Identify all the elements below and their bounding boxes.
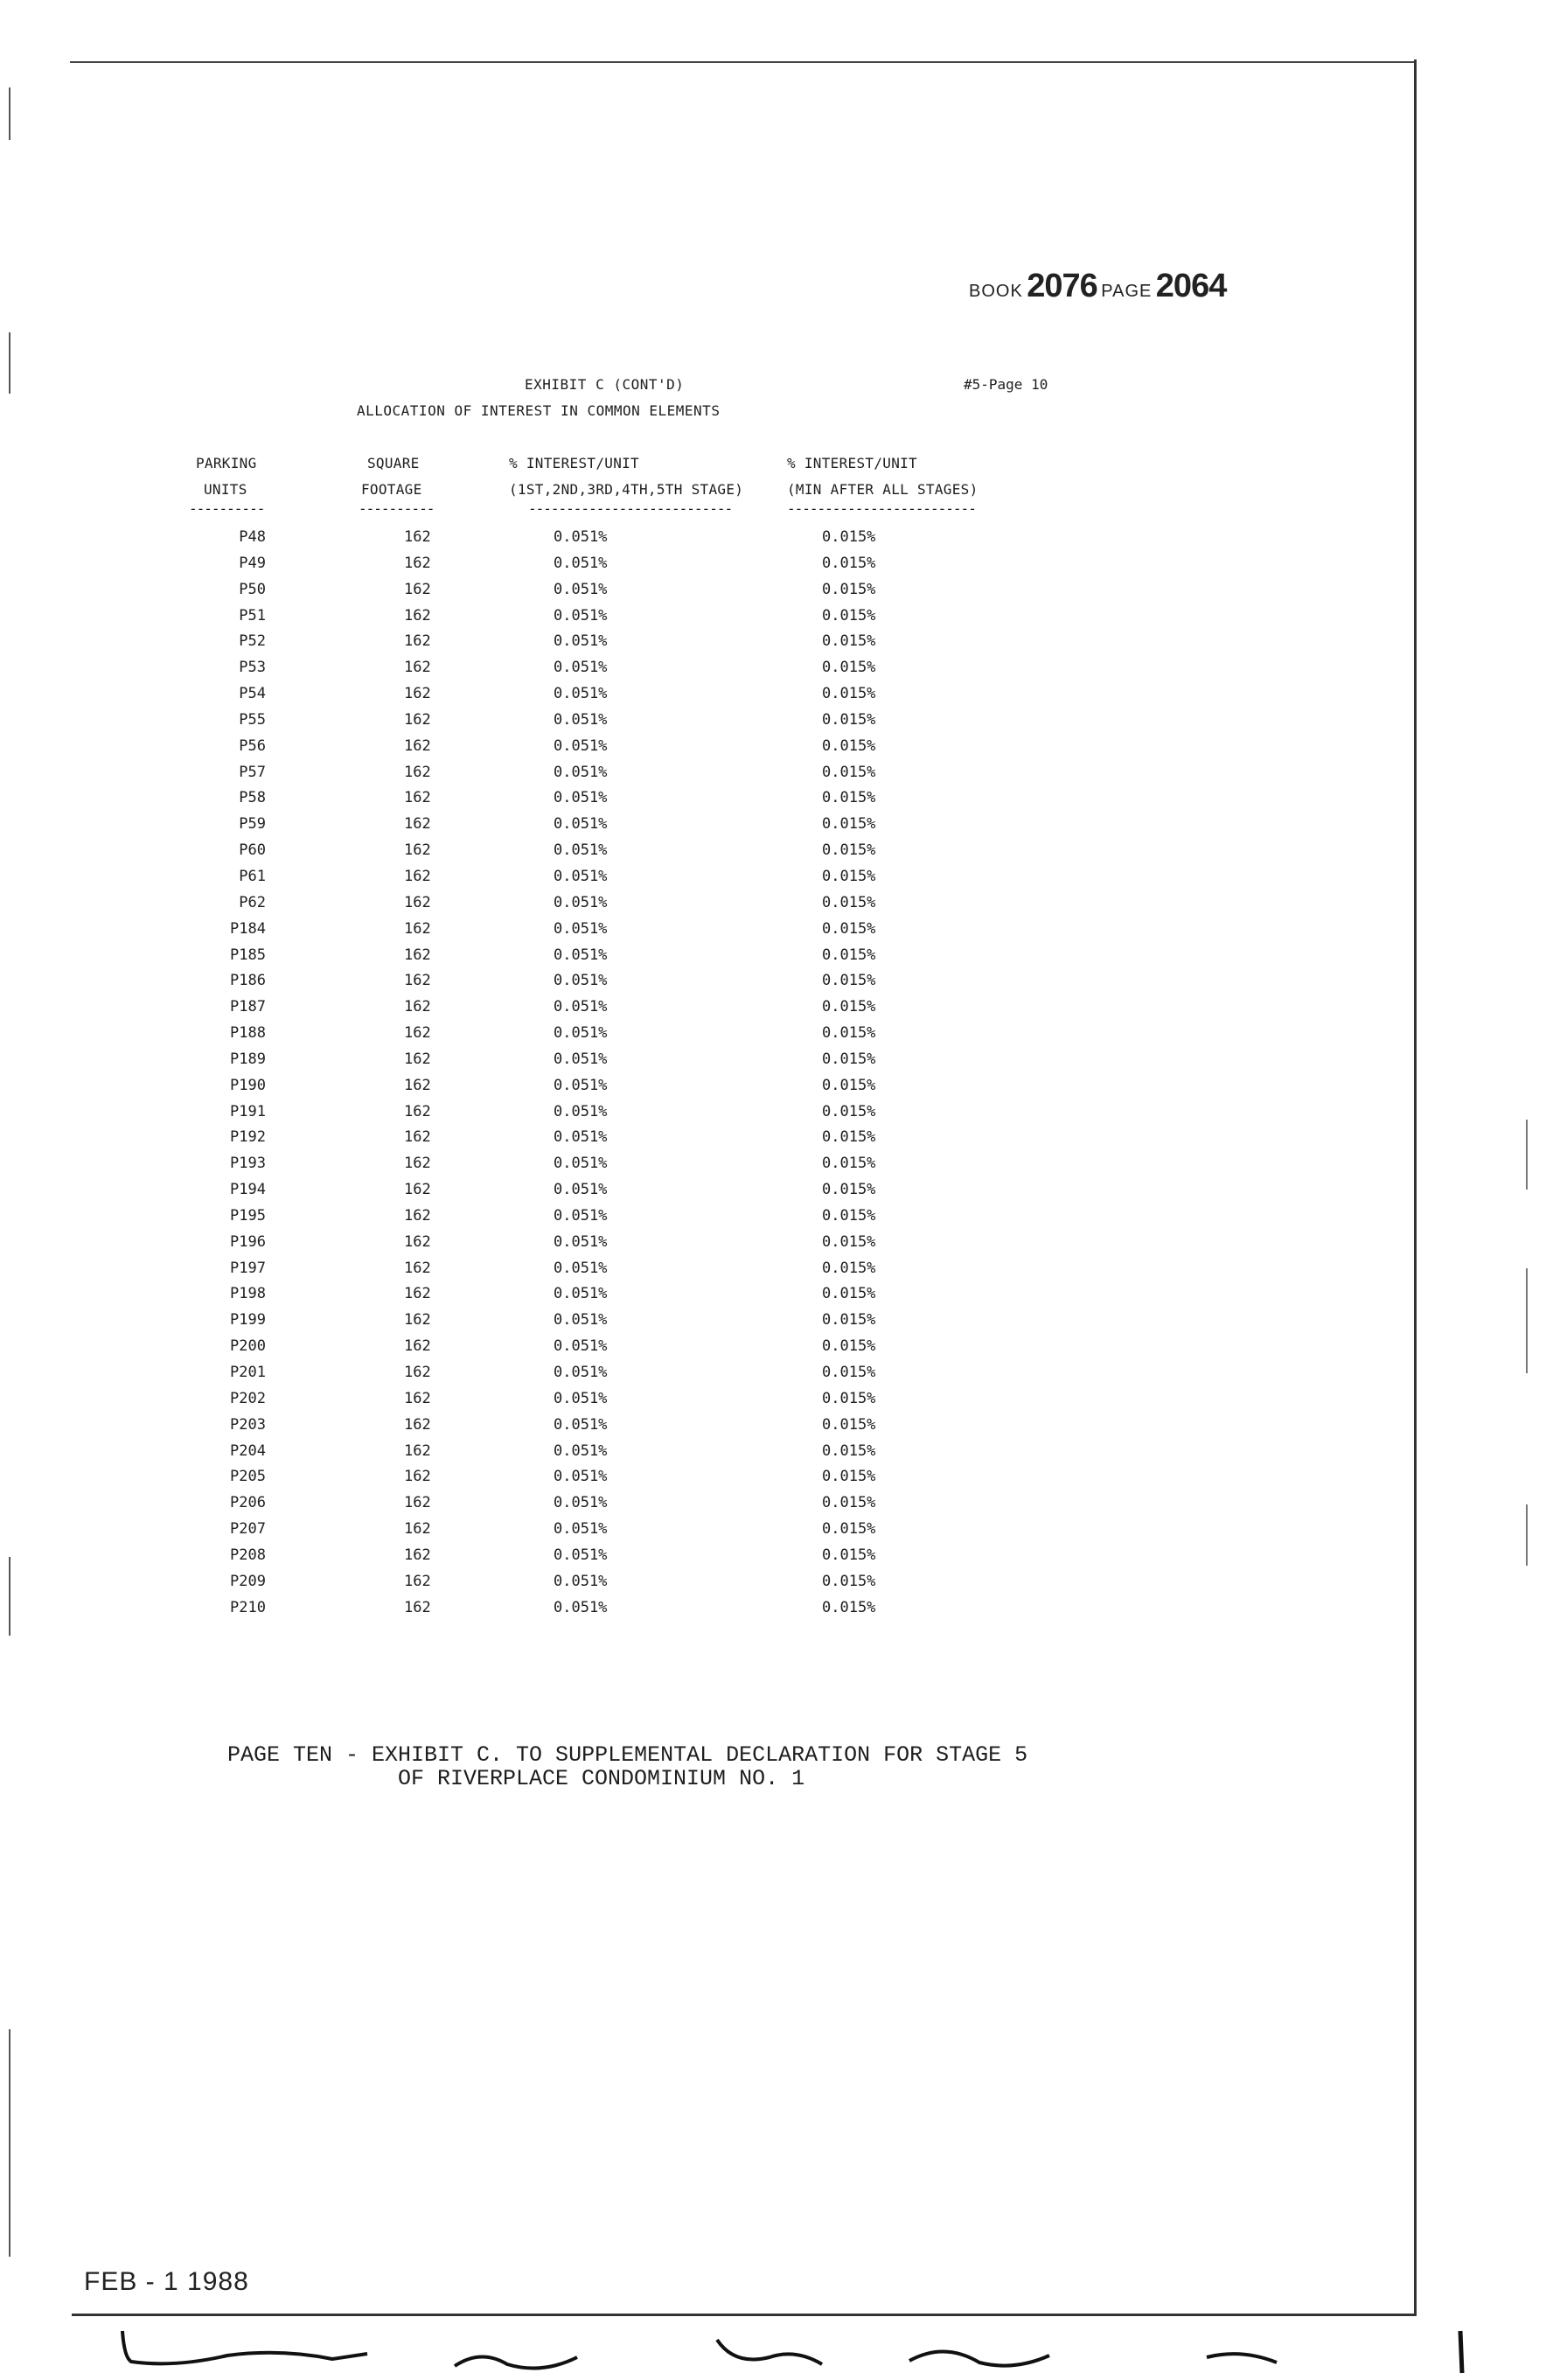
interest-stages-cell: 0.051%	[554, 1232, 608, 1251]
square-footage-cell: 162	[404, 998, 431, 1016]
unit-cell: P62	[239, 893, 266, 911]
table-row	[0, 1233, 1137, 1260]
table-row	[0, 789, 1137, 815]
unit-cell: P50	[239, 580, 266, 598]
square-footage-cell: 162	[404, 1128, 431, 1147]
square-footage-cell: 162	[404, 1520, 431, 1539]
unit-cell: P208	[230, 1546, 266, 1564]
table-row	[0, 1599, 1137, 1625]
unit-cell: P197	[230, 1259, 266, 1277]
book-number: 2076	[1027, 268, 1097, 304]
header-divider: ---------------------------	[528, 500, 733, 517]
interest-min-cell: 0.015%	[822, 710, 876, 729]
interest-stages-cell: 0.051%	[554, 606, 608, 625]
interest-min-cell: 0.015%	[822, 1520, 876, 1539]
interest-min-cell: 0.015%	[822, 972, 876, 990]
square-footage-cell: 162	[404, 919, 431, 938]
interest-stages-cell: 0.051%	[554, 1259, 608, 1277]
unit-cell: P191	[230, 1102, 266, 1120]
square-footage-cell: 162	[404, 580, 431, 598]
interest-min-cell: 0.015%	[822, 1415, 876, 1434]
page-number: 2064	[1155, 268, 1227, 304]
header-divider: ----------	[189, 500, 265, 517]
interest-stages-cell: 0.051%	[554, 998, 608, 1016]
table-row	[0, 1546, 1137, 1573]
interest-stages-cell: 0.051%	[554, 1155, 608, 1173]
square-footage-cell: 162	[404, 789, 431, 807]
interest-stages-cell: 0.051%	[554, 710, 608, 729]
interest-stages-cell: 0.051%	[554, 946, 608, 964]
interest-min-cell: 0.015%	[822, 1337, 876, 1356]
square-footage-cell: 162	[404, 1572, 431, 1590]
interest-min-cell: 0.015%	[822, 1598, 876, 1616]
table-row	[0, 894, 1137, 920]
square-footage-cell: 162	[404, 841, 431, 860]
interest-stages-cell: 0.051%	[554, 1572, 608, 1590]
interest-stages-cell: 0.051%	[554, 1364, 608, 1381]
square-footage-cell: 162	[404, 1076, 431, 1094]
table-row	[0, 1181, 1137, 1207]
unit-cell: P194	[230, 1181, 266, 1199]
table-row	[0, 1260, 1137, 1286]
table-row	[0, 1128, 1137, 1155]
exhibit-subtitle: ALLOCATION OF INTEREST IN COMMON ELEMENTS	[357, 402, 721, 419]
table-row	[0, 1468, 1137, 1494]
square-footage-cell: 162	[404, 972, 431, 990]
table-row	[0, 1337, 1137, 1364]
table-row	[0, 659, 1137, 685]
interest-stages-cell: 0.051%	[554, 1076, 608, 1094]
table-row	[0, 1207, 1137, 1233]
square-footage-cell: 162	[404, 815, 431, 834]
interest-min-cell: 0.015%	[822, 1364, 876, 1381]
square-footage-cell: 162	[404, 710, 431, 729]
page-reference: #5-Page 10	[964, 376, 1048, 393]
square-footage-cell: 162	[404, 1389, 431, 1407]
interest-min-cell: 0.015%	[822, 867, 876, 885]
interest-min-cell: 0.015%	[822, 1102, 876, 1120]
col-header-interest-stages-line1: % INTEREST/UNIT	[509, 455, 639, 471]
interest-min-cell: 0.015%	[822, 1285, 876, 1303]
allocation-table	[0, 528, 1137, 1624]
interest-min-cell: 0.015%	[822, 1572, 876, 1590]
table-row	[0, 764, 1137, 790]
interest-min-cell: 0.015%	[822, 763, 876, 781]
interest-min-cell: 0.015%	[822, 632, 876, 651]
square-footage-cell: 162	[404, 1494, 431, 1512]
square-footage-cell: 162	[404, 659, 431, 677]
col-header-interest-stages-line2: (1ST,2ND,3RD,4TH,5TH STAGE)	[509, 481, 744, 498]
unit-cell: P203	[230, 1415, 266, 1434]
scan-margin-mark	[9, 87, 10, 140]
square-footage-cell: 162	[404, 736, 431, 755]
square-footage-cell: 162	[404, 1285, 431, 1303]
table-row	[0, 1520, 1137, 1546]
table-row	[0, 1155, 1137, 1181]
scan-margin-mark	[1526, 1120, 1528, 1190]
square-footage-cell: 162	[404, 867, 431, 885]
square-footage-cell: 162	[404, 1206, 431, 1225]
interest-stages-cell: 0.051%	[554, 789, 608, 807]
exhibit-title: EXHIBIT C (CONT'D)	[525, 376, 685, 393]
scan-margin-mark	[1526, 1504, 1528, 1566]
interest-min-cell: 0.015%	[822, 685, 876, 703]
square-footage-cell: 162	[404, 1468, 431, 1486]
table-row	[0, 555, 1137, 581]
date-stamp: FEB - 1 1988	[84, 2267, 249, 2296]
interest-stages-cell: 0.051%	[554, 1520, 608, 1539]
unit-cell: P61	[239, 867, 266, 885]
table-row	[0, 685, 1137, 711]
table-row	[0, 1103, 1137, 1129]
footer-caption-line2: OF RIVERPLACE CONDOMINIUM NO. 1	[398, 1766, 805, 1791]
interest-min-cell: 0.015%	[822, 554, 876, 572]
square-footage-cell: 162	[404, 893, 431, 911]
table-row	[0, 528, 1137, 555]
table-row	[0, 815, 1137, 841]
interest-min-cell: 0.015%	[822, 919, 876, 938]
unit-cell: P49	[239, 554, 266, 572]
interest-stages-cell: 0.051%	[554, 867, 608, 885]
interest-min-cell: 0.015%	[822, 606, 876, 625]
interest-stages-cell: 0.051%	[554, 1468, 608, 1486]
interest-stages-cell: 0.051%	[554, 972, 608, 990]
col-header-sqft-line2: FOOTAGE	[361, 481, 422, 498]
table-row	[0, 1416, 1137, 1442]
square-footage-cell: 162	[404, 763, 431, 781]
col-header-interest-min-line2: (MIN AFTER ALL STAGES)	[787, 481, 978, 498]
interest-min-cell: 0.015%	[822, 1155, 876, 1173]
interest-stages-cell: 0.051%	[554, 1494, 608, 1512]
unit-cell: P56	[239, 736, 266, 755]
interest-stages-cell: 0.051%	[554, 1128, 608, 1147]
unit-cell: P51	[239, 606, 266, 625]
interest-stages-cell: 0.051%	[554, 763, 608, 781]
interest-min-cell: 0.015%	[822, 736, 876, 755]
square-footage-cell: 162	[404, 1155, 431, 1173]
table-row	[0, 998, 1137, 1024]
interest-stages-cell: 0.051%	[554, 632, 608, 651]
interest-stages-cell: 0.051%	[554, 1024, 608, 1043]
interest-stages-cell: 0.051%	[554, 1337, 608, 1356]
table-row	[0, 711, 1137, 737]
square-footage-cell: 162	[404, 1311, 431, 1330]
table-row	[0, 868, 1137, 894]
table-row	[0, 1390, 1137, 1416]
col-header-units-line1: PARKING	[196, 455, 257, 471]
unit-cell: P58	[239, 789, 266, 807]
unit-cell: P57	[239, 763, 266, 781]
table-row	[0, 946, 1137, 973]
interest-stages-cell: 0.051%	[554, 1415, 608, 1434]
header-divider: -------------------------	[787, 500, 976, 517]
square-footage-cell: 162	[404, 1050, 431, 1068]
square-footage-cell: 162	[404, 554, 431, 572]
unit-cell: P187	[230, 998, 266, 1016]
interest-stages-cell: 0.051%	[554, 1546, 608, 1564]
unit-cell: P200	[230, 1337, 266, 1356]
table-row	[0, 1311, 1137, 1337]
book-label: BOOK	[969, 282, 1023, 301]
unit-cell: P198	[230, 1285, 266, 1303]
interest-min-cell: 0.015%	[822, 1181, 876, 1199]
table-row	[0, 1494, 1137, 1520]
interest-min-cell: 0.015%	[822, 1389, 876, 1407]
interest-stages-cell: 0.051%	[554, 919, 608, 938]
unit-cell: P193	[230, 1155, 266, 1173]
table-row	[0, 1285, 1137, 1311]
unit-cell: P202	[230, 1389, 266, 1407]
table-row	[0, 632, 1137, 659]
unit-cell: P192	[230, 1128, 266, 1147]
interest-stages-cell: 0.051%	[554, 1311, 608, 1330]
unit-cell: P54	[239, 685, 266, 703]
interest-min-cell: 0.015%	[822, 1024, 876, 1043]
table-row	[0, 1442, 1137, 1469]
interest-stages-cell: 0.051%	[554, 1102, 608, 1120]
unit-cell: P189	[230, 1050, 266, 1068]
square-footage-cell: 162	[404, 1364, 431, 1381]
unit-cell: P48	[239, 528, 266, 546]
unit-cell: P185	[230, 946, 266, 964]
header-divider: ----------	[359, 500, 435, 517]
interest-stages-cell: 0.051%	[554, 1389, 608, 1407]
scan-margin-mark	[9, 332, 10, 394]
unit-cell: P60	[239, 841, 266, 860]
square-footage-cell: 162	[404, 685, 431, 703]
unit-cell: P53	[239, 659, 266, 677]
interest-min-cell: 0.015%	[822, 841, 876, 860]
interest-stages-cell: 0.051%	[554, 841, 608, 860]
unit-cell: P184	[230, 919, 266, 938]
square-footage-cell: 162	[404, 528, 431, 546]
square-footage-cell: 162	[404, 1546, 431, 1564]
interest-stages-cell: 0.051%	[554, 1050, 608, 1068]
interest-min-cell: 0.015%	[822, 1468, 876, 1486]
interest-min-cell: 0.015%	[822, 893, 876, 911]
unit-cell: P52	[239, 632, 266, 651]
col-header-sqft-line1: SQUARE	[367, 455, 420, 471]
square-footage-cell: 162	[404, 946, 431, 964]
page-label: PAGE	[1101, 282, 1153, 301]
scan-margin-mark	[1526, 1268, 1528, 1373]
unit-cell: P55	[239, 710, 266, 729]
unit-cell: P201	[230, 1364, 266, 1381]
table-row	[0, 581, 1137, 607]
square-footage-cell: 162	[404, 1181, 431, 1199]
unit-cell: P188	[230, 1024, 266, 1043]
unit-cell: P206	[230, 1494, 266, 1512]
unit-cell: P209	[230, 1572, 266, 1590]
table-row	[0, 1024, 1137, 1050]
interest-min-cell: 0.015%	[822, 580, 876, 598]
unit-cell: P190	[230, 1076, 266, 1094]
interest-min-cell: 0.015%	[822, 1076, 876, 1094]
interest-stages-cell: 0.051%	[554, 1206, 608, 1225]
unit-cell: P186	[230, 972, 266, 990]
square-footage-cell: 162	[404, 1259, 431, 1277]
interest-stages-cell: 0.051%	[554, 1598, 608, 1616]
square-footage-cell: 162	[404, 1232, 431, 1251]
interest-stages-cell: 0.051%	[554, 659, 608, 677]
table-row	[0, 841, 1137, 868]
footer-caption-line1: PAGE TEN - EXHIBIT C. TO SUPPLEMENTAL DECLARATION FOR STAGE 5	[227, 1742, 1028, 1768]
interest-min-cell: 0.015%	[822, 1311, 876, 1330]
table-row	[0, 1364, 1137, 1390]
square-footage-cell: 162	[404, 1337, 431, 1356]
unit-cell: P204	[230, 1441, 266, 1460]
unit-cell: P199	[230, 1311, 266, 1330]
square-footage-cell: 162	[404, 1024, 431, 1043]
table-row	[0, 1077, 1137, 1103]
interest-min-cell: 0.015%	[822, 815, 876, 834]
book-page-reference	[969, 268, 1226, 305]
unit-cell: P59	[239, 815, 266, 834]
square-footage-cell: 162	[404, 606, 431, 625]
interest-min-cell: 0.015%	[822, 946, 876, 964]
interest-min-cell: 0.015%	[822, 1546, 876, 1564]
interest-stages-cell: 0.051%	[554, 528, 608, 546]
square-footage-cell: 162	[404, 1102, 431, 1120]
interest-stages-cell: 0.051%	[554, 1181, 608, 1199]
interest-min-cell: 0.015%	[822, 1206, 876, 1225]
unit-cell: P205	[230, 1468, 266, 1486]
table-row	[0, 737, 1137, 764]
unit-cell: P210	[230, 1598, 266, 1616]
interest-stages-cell: 0.051%	[554, 580, 608, 598]
interest-min-cell: 0.015%	[822, 789, 876, 807]
table-row	[0, 920, 1137, 946]
table-row	[0, 1573, 1137, 1599]
interest-min-cell: 0.015%	[822, 659, 876, 677]
square-footage-cell: 162	[404, 1441, 431, 1460]
handwritten-signature	[70, 2322, 1487, 2380]
unit-cell: P196	[230, 1232, 266, 1251]
interest-min-cell: 0.015%	[822, 1128, 876, 1147]
interest-min-cell: 0.015%	[822, 528, 876, 546]
col-header-interest-min-line1: % INTEREST/UNIT	[787, 455, 917, 471]
square-footage-cell: 162	[404, 1415, 431, 1434]
interest-min-cell: 0.015%	[822, 1050, 876, 1068]
unit-cell: P207	[230, 1520, 266, 1539]
table-row	[0, 972, 1137, 998]
interest-min-cell: 0.015%	[822, 1259, 876, 1277]
interest-min-cell: 0.015%	[822, 1494, 876, 1512]
interest-stages-cell: 0.051%	[554, 685, 608, 703]
interest-min-cell: 0.015%	[822, 1232, 876, 1251]
interest-min-cell: 0.015%	[822, 998, 876, 1016]
square-footage-cell: 162	[404, 632, 431, 651]
square-footage-cell: 162	[404, 1598, 431, 1616]
table-row	[0, 607, 1137, 633]
scan-margin-mark	[9, 2029, 10, 2257]
unit-cell: P195	[230, 1206, 266, 1225]
interest-stages-cell: 0.051%	[554, 554, 608, 572]
interest-stages-cell: 0.051%	[554, 736, 608, 755]
interest-stages-cell: 0.051%	[554, 1285, 608, 1303]
interest-min-cell: 0.015%	[822, 1441, 876, 1460]
col-header-units-line2: UNITS	[204, 481, 247, 498]
interest-stages-cell: 0.051%	[554, 893, 608, 911]
table-row	[0, 1050, 1137, 1077]
interest-stages-cell: 0.051%	[554, 1441, 608, 1460]
interest-stages-cell: 0.051%	[554, 815, 608, 834]
